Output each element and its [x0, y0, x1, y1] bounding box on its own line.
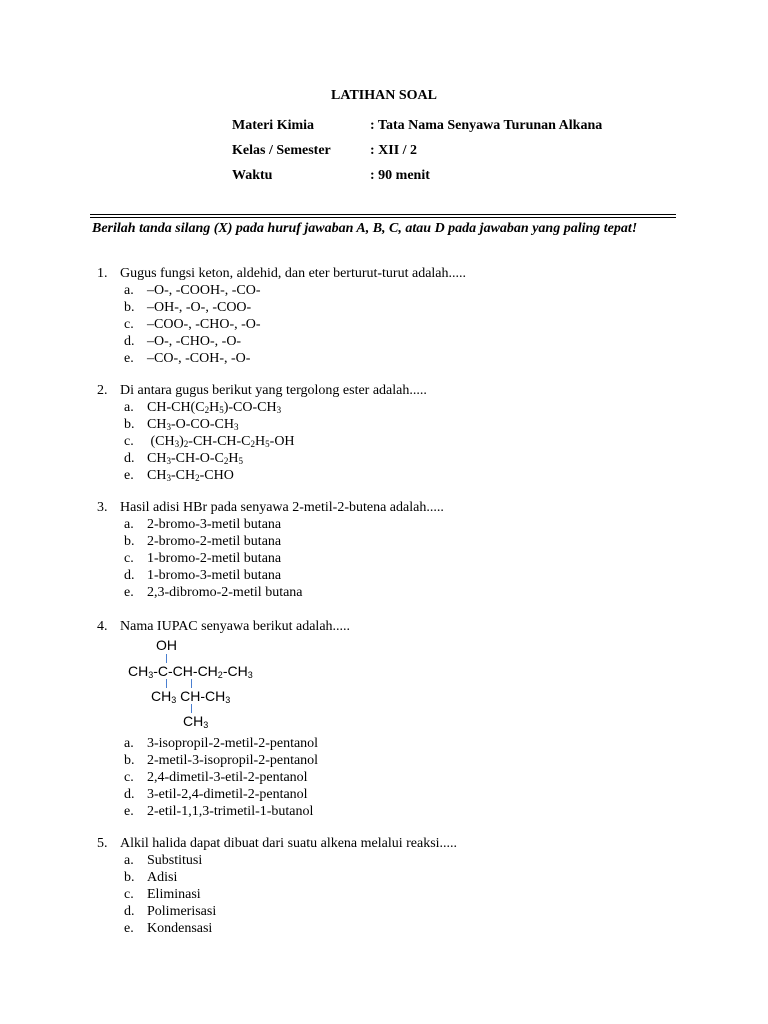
option-b[interactable]: b. 2-bromo-2-metil butana	[124, 534, 282, 549]
question-text: Nama IUPAC senyawa berikut adalah.....	[120, 619, 351, 634]
materi-label: Materi Kimia	[232, 118, 315, 133]
option-d[interactable]: d. 1-bromo-3-metil butana	[124, 568, 282, 583]
option-d[interactable]: d. Polimerisasi	[124, 904, 217, 919]
meta-materi	[232, 118, 602, 134]
option-a[interactable]: a. –O-, -COOH-, -CO-	[124, 283, 261, 298]
option-e[interactable]: e. Kondensasi	[124, 921, 213, 936]
option-b[interactable]: b. $CH_3-O-CO-CH_3$	[124, 417, 239, 432]
option-e[interactable]: e. 2,3-dibromo-2-metil butana	[124, 585, 303, 600]
question-4-options	[97, 735, 318, 820]
question-3	[97, 499, 444, 601]
structure-end: $CH_3$	[183, 713, 209, 730]
structure-branch: $CH_3$ $CH-CH_3$	[151, 688, 231, 705]
question-2	[97, 382, 427, 484]
meta-kelas	[232, 143, 417, 159]
option-b[interactable]: b. –OH-, -O-, -COO-	[124, 300, 252, 315]
option-b[interactable]: b. 2-metil-3-isopropil-2-pentanol	[124, 753, 319, 768]
option-a[interactable]: a. 2-bromo-3-metil butana	[124, 517, 282, 532]
bond-line	[166, 679, 167, 688]
question-text: Di antara gugus berikut yang tergolong ester adalah.....	[120, 383, 427, 398]
option-c[interactable]: c. 1-bromo-2-metil butana	[124, 551, 282, 566]
waktu-label: Waktu	[232, 168, 273, 183]
bond-line	[191, 679, 192, 688]
option-d[interactable]: d. $CH_3-CH-O-C_2H_5$	[124, 451, 243, 466]
question-4	[97, 618, 350, 635]
question-number: 3.	[97, 500, 108, 515]
materi-value: : Tata Nama Senyawa Turunan Alkana	[370, 118, 603, 133]
question-number: 1.	[97, 266, 108, 281]
instruction-text: Berilah tanda silang (X) pada huruf jawaban A, B, C, atau D pada jawaban yang paling tepat!	[92, 221, 638, 236]
structure-main-chain: $CH_3-C-CH-CH_2-CH_3$	[128, 663, 253, 680]
question-text: Hasil adisi HBr pada senyawa 2-metil-2-butena adalah.....	[120, 500, 444, 515]
page-title: LATIHAN SOAL	[331, 88, 437, 103]
option-e[interactable]: e. –CO-, -COH-, -O-	[124, 351, 251, 366]
question-5	[97, 835, 457, 937]
bond-line	[191, 704, 192, 713]
question-text: Gugus fungsi keton, aldehid, dan eter berturut-turut adalah.....	[120, 266, 467, 281]
option-a[interactable]: a. 3-isopropil-2-metil-2-pentanol	[124, 736, 319, 751]
option-a[interactable]: a. Substitusi	[124, 853, 203, 868]
divider-line	[90, 217, 676, 218]
divider-line	[90, 214, 676, 215]
bond-line	[166, 654, 167, 663]
question-number: 2.	[97, 383, 108, 398]
option-e[interactable]: e. $CH_3-CH_2$-CHO	[124, 468, 234, 483]
option-d[interactable]: d. 3-etil-2,4-dimetil-2-pentanol	[124, 787, 308, 802]
chemical-structure	[128, 637, 328, 732]
structure-oh: OH	[156, 637, 177, 653]
question-text: Alkil halida dapat dibuat dari suatu alkena melalui reaksi.....	[120, 836, 458, 851]
option-e[interactable]: e. 2-etil-1,1,3-trimetil-1-butanol	[124, 804, 314, 819]
kelas-label: Kelas / Semester	[232, 143, 331, 158]
option-c[interactable]: c. –COO-, -CHO-, -O-	[124, 317, 261, 332]
kelas-value: : XII / 2	[370, 143, 418, 158]
waktu-value: : 90 menit	[370, 168, 430, 183]
option-a[interactable]: a. $CH-CH(C_2H_5)-CO-CH_3$	[124, 400, 282, 415]
option-d[interactable]: d. –O-, -CHO-, -O-	[124, 334, 242, 349]
question-number: 4.	[97, 619, 108, 634]
option-c[interactable]: c. Eliminasi	[124, 887, 201, 902]
option-b[interactable]: b. Adisi	[124, 870, 178, 885]
option-c[interactable]: c. $(CH_3)_2-CH-CH-C_2H_5-OH$	[124, 434, 295, 449]
option-c[interactable]: c. 2,4-dimetil-3-etil-2-pentanol	[124, 770, 308, 785]
meta-waktu	[232, 168, 430, 184]
question-number: 5.	[97, 836, 108, 851]
question-1	[97, 265, 466, 367]
